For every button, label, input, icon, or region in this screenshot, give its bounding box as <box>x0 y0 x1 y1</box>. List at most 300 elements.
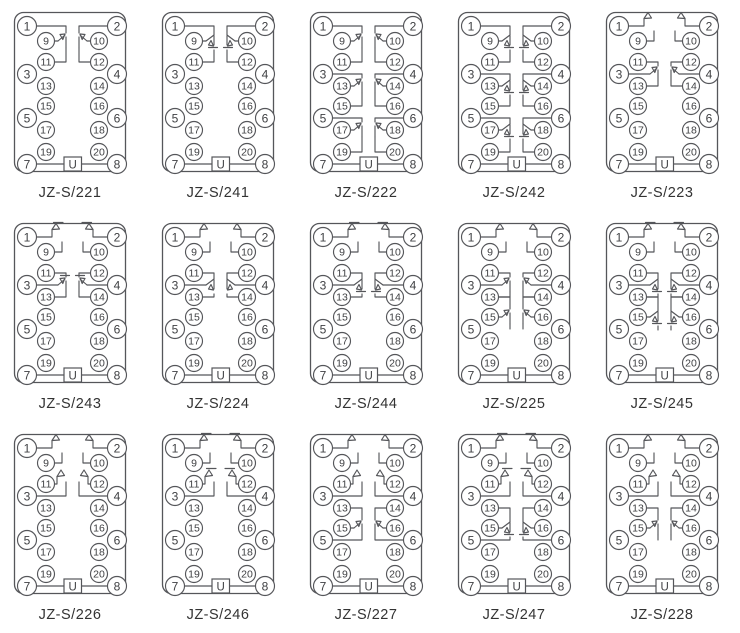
relay-socket-diagram-jz-s-224 <box>148 211 296 422</box>
u-coil-label: U <box>660 370 669 383</box>
terminal-number-19: 19 <box>632 357 644 370</box>
diagram-label: JZ-S/223 <box>630 185 694 201</box>
make-contact-icon <box>530 224 538 230</box>
terminal-number-12: 12 <box>241 267 253 280</box>
wire <box>650 311 658 317</box>
terminal-number-12: 12 <box>537 56 549 69</box>
terminal-number-18: 18 <box>537 124 549 137</box>
terminal-number-19: 19 <box>188 357 200 370</box>
relay-socket-diagram-jz-s-245 <box>592 211 740 422</box>
break-contact-icon <box>524 528 529 534</box>
terminal-number-2: 2 <box>705 230 713 245</box>
terminal-number-7: 7 <box>23 368 31 383</box>
wire <box>379 242 387 252</box>
wire <box>523 95 535 106</box>
diagram-label: JZ-S/244 <box>334 396 398 412</box>
break-contact-icon <box>348 224 356 230</box>
terminal-number-2: 2 <box>113 230 121 245</box>
terminal-number-10: 10 <box>241 35 253 48</box>
diagram-label: JZ-S/246 <box>186 607 250 623</box>
terminal-number-8: 8 <box>409 157 417 172</box>
diagram-tile-jz-s-223 <box>592 0 740 211</box>
make-contact-icon <box>678 435 686 441</box>
terminal-number-4: 4 <box>113 278 121 293</box>
terminal-number-11: 11 <box>188 56 200 69</box>
terminal-number-5: 5 <box>171 322 179 337</box>
break-contact-icon <box>653 285 658 291</box>
terminal-number-9: 9 <box>635 35 641 48</box>
terminal-number-12: 12 <box>241 478 253 491</box>
terminal-number-18: 18 <box>537 335 549 348</box>
make-contact-icon <box>644 13 652 19</box>
diagram-label: JZ-S/226 <box>38 607 102 623</box>
diagram-label: JZ-S/241 <box>186 185 250 201</box>
wire <box>499 292 511 297</box>
wire <box>379 453 387 463</box>
terminal-number-5: 5 <box>23 533 31 548</box>
terminal-number-18: 18 <box>93 124 105 137</box>
wire <box>502 80 510 86</box>
wire <box>375 93 387 106</box>
terminal-number-6: 6 <box>705 111 713 126</box>
wire <box>647 453 655 463</box>
make-contact-icon <box>81 470 89 477</box>
wire <box>523 50 535 62</box>
terminal-number-7: 7 <box>467 157 475 172</box>
diagram-tile-jz-s-224 <box>148 211 296 422</box>
terminal-number-18: 18 <box>685 546 697 559</box>
terminal-number-19: 19 <box>40 146 52 159</box>
terminal-number-6: 6 <box>261 533 269 548</box>
terminal-number-15: 15 <box>336 522 348 535</box>
wire <box>523 508 535 522</box>
terminal-number-7: 7 <box>23 157 31 172</box>
terminal-number-6: 6 <box>113 322 121 337</box>
wire <box>351 242 359 252</box>
make-contact-icon <box>234 224 242 230</box>
relay-socket-diagram-jz-s-243 <box>0 211 148 422</box>
diagram-label: JZ-S/228 <box>630 607 694 623</box>
terminal-number-11: 11 <box>40 267 52 280</box>
terminal-number-19: 19 <box>632 568 644 581</box>
wire <box>375 279 383 285</box>
terminal-number-15: 15 <box>484 522 496 535</box>
terminal-number-14: 14 <box>93 291 105 304</box>
terminal-number-15: 15 <box>40 311 52 324</box>
wire <box>502 522 510 528</box>
terminal-number-14: 14 <box>93 502 105 515</box>
terminal-number-5: 5 <box>171 111 179 126</box>
terminal-number-17: 17 <box>336 335 348 348</box>
terminal-number-7: 7 <box>319 368 327 383</box>
terminal-number-13: 13 <box>632 502 644 515</box>
terminal-number-7: 7 <box>171 368 179 383</box>
break-contact-icon <box>228 41 233 47</box>
relay-socket-diagram-jz-s-225 <box>444 211 592 422</box>
terminal-number-10: 10 <box>685 246 697 259</box>
wire <box>351 508 363 520</box>
terminal-number-6: 6 <box>557 322 565 337</box>
terminal-number-2: 2 <box>557 441 565 456</box>
wire <box>206 279 214 285</box>
make-contact-icon <box>348 435 356 441</box>
wire <box>79 48 91 62</box>
terminal-number-18: 18 <box>93 335 105 348</box>
terminal-number-8: 8 <box>705 368 713 383</box>
wire <box>203 453 211 463</box>
socket-outline <box>459 13 570 172</box>
wire <box>231 242 239 252</box>
break-contact-icon <box>505 86 510 92</box>
relay-socket-diagram-jz-s-226 <box>0 422 148 633</box>
wire <box>375 118 405 122</box>
wire <box>499 50 511 62</box>
terminal-number-10: 10 <box>389 246 401 259</box>
terminal-number-19: 19 <box>188 146 200 159</box>
break-contact-icon <box>672 285 677 291</box>
u-coil-label: U <box>364 159 373 172</box>
terminal-number-11: 11 <box>632 267 644 280</box>
terminal-number-7: 7 <box>467 579 475 594</box>
terminal-number-20: 20 <box>93 357 105 370</box>
wire <box>37 441 53 449</box>
terminal-number-3: 3 <box>615 67 623 82</box>
wire <box>333 441 349 449</box>
break-contact-icon <box>234 435 242 441</box>
terminal-number-8: 8 <box>557 579 565 594</box>
wire <box>375 74 405 78</box>
wire <box>629 230 645 238</box>
terminal-number-18: 18 <box>93 546 105 559</box>
terminal-number-11: 11 <box>40 56 52 69</box>
terminal-number-8: 8 <box>409 368 417 383</box>
terminal-number-12: 12 <box>93 267 105 280</box>
terminal-number-1: 1 <box>23 230 31 245</box>
terminal-number-9: 9 <box>43 457 49 470</box>
terminal-number-15: 15 <box>632 311 644 324</box>
wire <box>227 279 235 285</box>
terminal-number-17: 17 <box>40 546 52 559</box>
terminal-number-14: 14 <box>93 80 105 93</box>
wire <box>481 537 511 540</box>
terminal-number-12: 12 <box>685 267 697 280</box>
wire <box>185 441 201 449</box>
terminal-number-17: 17 <box>632 335 644 348</box>
diagram-label: JZ-S/225 <box>482 396 546 412</box>
make-contact-icon <box>228 285 233 291</box>
terminal-number-9: 9 <box>487 35 493 48</box>
terminal-number-10: 10 <box>93 246 105 259</box>
wire <box>523 273 535 277</box>
terminal-number-5: 5 <box>615 111 623 126</box>
make-contact-icon <box>57 470 65 477</box>
diagram-tile-jz-s-243 <box>0 211 148 422</box>
terminal-number-6: 6 <box>557 111 565 126</box>
make-contact-icon <box>496 224 504 230</box>
terminal-number-3: 3 <box>467 278 475 293</box>
terminal-number-13: 13 <box>336 502 348 515</box>
relay-socket-diagram-jz-s-223 <box>592 0 740 211</box>
wire <box>675 242 683 252</box>
relay-socket-diagram-jz-s-227 <box>296 422 444 633</box>
socket-outline <box>459 224 570 383</box>
terminal-number-13: 13 <box>40 80 52 93</box>
terminal-number-15: 15 <box>336 100 348 113</box>
terminal-number-3: 3 <box>319 278 327 293</box>
break-contact-icon <box>524 86 529 92</box>
terminal-number-11: 11 <box>632 56 644 69</box>
terminal-number-4: 4 <box>557 278 565 293</box>
terminal-number-4: 4 <box>705 67 713 82</box>
terminal-number-14: 14 <box>537 291 549 304</box>
diagram-label: JZ-S/222 <box>334 185 398 201</box>
u-coil-label: U <box>512 370 521 383</box>
wire <box>241 230 257 238</box>
diagram-tile-jz-s-222 <box>296 0 444 211</box>
terminal-number-3: 3 <box>23 67 31 82</box>
terminal-number-13: 13 <box>188 291 200 304</box>
u-coil-label: U <box>68 159 77 172</box>
wire <box>502 124 510 130</box>
terminal-number-1: 1 <box>615 230 623 245</box>
terminal-number-8: 8 <box>557 157 565 172</box>
terminal-number-8: 8 <box>705 579 713 594</box>
terminal-number-14: 14 <box>537 80 549 93</box>
wire <box>203 242 211 252</box>
terminal-number-18: 18 <box>537 546 549 559</box>
terminal-number-15: 15 <box>40 100 52 113</box>
wire <box>647 81 659 86</box>
break-contact-icon <box>52 224 60 230</box>
terminal-number-12: 12 <box>389 56 401 69</box>
wire <box>685 230 701 238</box>
wire <box>647 62 659 66</box>
terminal-number-20: 20 <box>389 357 401 370</box>
terminal-number-5: 5 <box>23 111 31 126</box>
terminal-number-1: 1 <box>171 230 179 245</box>
wire <box>375 508 387 520</box>
wire <box>650 279 658 285</box>
terminal-number-12: 12 <box>537 267 549 280</box>
break-contact-icon <box>382 224 390 230</box>
terminal-number-16: 16 <box>389 100 401 113</box>
terminal-number-19: 19 <box>484 568 496 581</box>
terminal-number-13: 13 <box>188 502 200 515</box>
terminal-number-3: 3 <box>467 67 475 82</box>
terminal-number-5: 5 <box>319 533 327 548</box>
terminal-number-7: 7 <box>467 368 475 383</box>
terminal-number-19: 19 <box>188 568 200 581</box>
terminal-number-2: 2 <box>409 230 417 245</box>
wire <box>685 19 701 27</box>
terminal-number-12: 12 <box>389 267 401 280</box>
terminal-number-14: 14 <box>241 502 253 515</box>
diagram-tile-jz-s-221 <box>0 0 148 211</box>
wire <box>83 453 91 463</box>
terminal-number-6: 6 <box>113 533 121 548</box>
terminal-number-6: 6 <box>409 111 417 126</box>
wire <box>37 230 53 238</box>
wire <box>647 508 659 520</box>
terminal-number-8: 8 <box>261 368 269 383</box>
terminal-number-14: 14 <box>685 80 697 93</box>
terminal-number-7: 7 <box>615 579 623 594</box>
wire <box>93 230 109 238</box>
terminal-number-9: 9 <box>339 246 345 259</box>
terminal-number-13: 13 <box>40 502 52 515</box>
terminal-number-1: 1 <box>467 441 475 456</box>
wire <box>227 273 239 279</box>
u-coil-label: U <box>512 159 521 172</box>
socket-outline <box>15 435 126 594</box>
diagram-label: JZ-S/245 <box>630 396 694 412</box>
wire <box>671 297 683 311</box>
make-contact-icon <box>377 470 385 477</box>
wire <box>527 242 535 252</box>
terminal-number-20: 20 <box>537 146 549 159</box>
terminal-number-3: 3 <box>615 278 623 293</box>
wire <box>354 279 362 285</box>
terminal-number-4: 4 <box>113 67 121 82</box>
wire <box>227 35 235 41</box>
terminal-number-13: 13 <box>188 80 200 93</box>
terminal-number-7: 7 <box>171 579 179 594</box>
break-contact-icon <box>205 470 213 477</box>
terminal-number-10: 10 <box>241 457 253 470</box>
terminal-number-8: 8 <box>409 579 417 594</box>
terminal-number-5: 5 <box>467 111 475 126</box>
terminal-number-12: 12 <box>93 478 105 491</box>
u-coil-label: U <box>68 370 77 383</box>
socket-outline <box>607 13 718 172</box>
socket-outline <box>311 224 422 383</box>
terminal-number-19: 19 <box>336 568 348 581</box>
terminal-number-4: 4 <box>557 489 565 504</box>
terminal-number-4: 4 <box>261 278 269 293</box>
wire <box>647 242 655 252</box>
terminal-number-16: 16 <box>241 522 253 535</box>
make-contact-icon <box>649 470 657 477</box>
break-contact-icon <box>501 470 509 477</box>
make-contact-icon <box>52 435 60 441</box>
terminal-number-13: 13 <box>632 80 644 93</box>
diagram-tile-jz-s-228 <box>592 422 740 633</box>
terminal-number-4: 4 <box>557 67 565 82</box>
terminal-number-5: 5 <box>615 322 623 337</box>
terminal-number-10: 10 <box>389 35 401 48</box>
diagram-tile-jz-s-244 <box>296 211 444 422</box>
break-contact-icon <box>200 435 208 441</box>
make-contact-icon <box>673 470 681 477</box>
terminal-number-1: 1 <box>615 19 623 34</box>
terminal-number-20: 20 <box>685 568 697 581</box>
u-coil-label: U <box>364 581 373 594</box>
make-contact-icon <box>86 435 94 441</box>
diagram-tile-jz-s-227 <box>296 422 444 633</box>
break-contact-icon <box>505 130 510 136</box>
wire <box>671 62 683 66</box>
relay-socket-diagram-jz-s-247 <box>444 422 592 633</box>
break-contact-icon <box>530 435 538 441</box>
terminal-number-6: 6 <box>261 111 269 126</box>
contact-group-14-16 <box>523 297 535 329</box>
terminal-number-12: 12 <box>685 478 697 491</box>
terminal-number-15: 15 <box>484 311 496 324</box>
break-contact-icon <box>524 130 529 136</box>
terminal-number-4: 4 <box>261 67 269 82</box>
terminal-number-19: 19 <box>484 357 496 370</box>
terminal-number-19: 19 <box>40 357 52 370</box>
terminal-number-9: 9 <box>339 35 345 48</box>
wire <box>351 48 363 62</box>
terminal-number-1: 1 <box>171 19 179 34</box>
terminal-number-15: 15 <box>188 311 200 324</box>
diagram-tile-jz-s-242 <box>444 0 592 211</box>
wire <box>351 294 363 297</box>
make-contact-icon <box>382 435 390 441</box>
terminal-number-17: 17 <box>188 546 200 559</box>
terminal-number-13: 13 <box>484 502 496 515</box>
terminal-number-16: 16 <box>685 522 697 535</box>
diagram-label: JZ-S/221 <box>38 185 102 201</box>
u-coil-label: U <box>660 581 669 594</box>
terminal-number-20: 20 <box>241 146 253 159</box>
u-coil-label: U <box>364 370 373 383</box>
terminal-number-8: 8 <box>261 157 269 172</box>
terminal-number-2: 2 <box>261 19 269 34</box>
wire <box>685 441 701 449</box>
terminal-number-9: 9 <box>487 457 493 470</box>
terminal-number-14: 14 <box>241 291 253 304</box>
make-contact-icon <box>353 470 361 477</box>
wire <box>537 441 553 449</box>
terminal-number-17: 17 <box>40 335 52 348</box>
break-contact-icon <box>229 470 237 477</box>
terminal-number-16: 16 <box>93 311 105 324</box>
terminal-number-5: 5 <box>23 322 31 337</box>
terminal-number-16: 16 <box>685 100 697 113</box>
wire <box>333 118 363 122</box>
terminal-number-11: 11 <box>484 267 496 280</box>
wire <box>231 453 239 463</box>
terminal-number-6: 6 <box>409 322 417 337</box>
terminal-number-4: 4 <box>113 489 121 504</box>
wire <box>389 230 405 238</box>
wire <box>523 35 531 41</box>
terminal-number-11: 11 <box>336 267 348 280</box>
make-contact-icon <box>678 13 686 19</box>
terminal-number-9: 9 <box>635 246 641 259</box>
terminal-number-9: 9 <box>635 457 641 470</box>
wire <box>675 31 683 41</box>
wire <box>671 508 683 520</box>
terminal-number-11: 11 <box>188 267 200 280</box>
diagram-label: JZ-S/243 <box>38 396 102 412</box>
wire <box>671 311 679 317</box>
wire <box>523 80 531 86</box>
u-coil-label: U <box>216 159 225 172</box>
terminal-number-10: 10 <box>93 457 105 470</box>
break-contact-icon <box>672 317 677 323</box>
terminal-number-20: 20 <box>389 146 401 159</box>
terminal-number-13: 13 <box>336 291 348 304</box>
terminal-number-3: 3 <box>171 489 179 504</box>
wire <box>523 124 531 130</box>
terminal-number-16: 16 <box>537 100 549 113</box>
wire <box>499 139 511 152</box>
terminal-number-11: 11 <box>336 56 348 69</box>
terminal-number-5: 5 <box>467 322 475 337</box>
